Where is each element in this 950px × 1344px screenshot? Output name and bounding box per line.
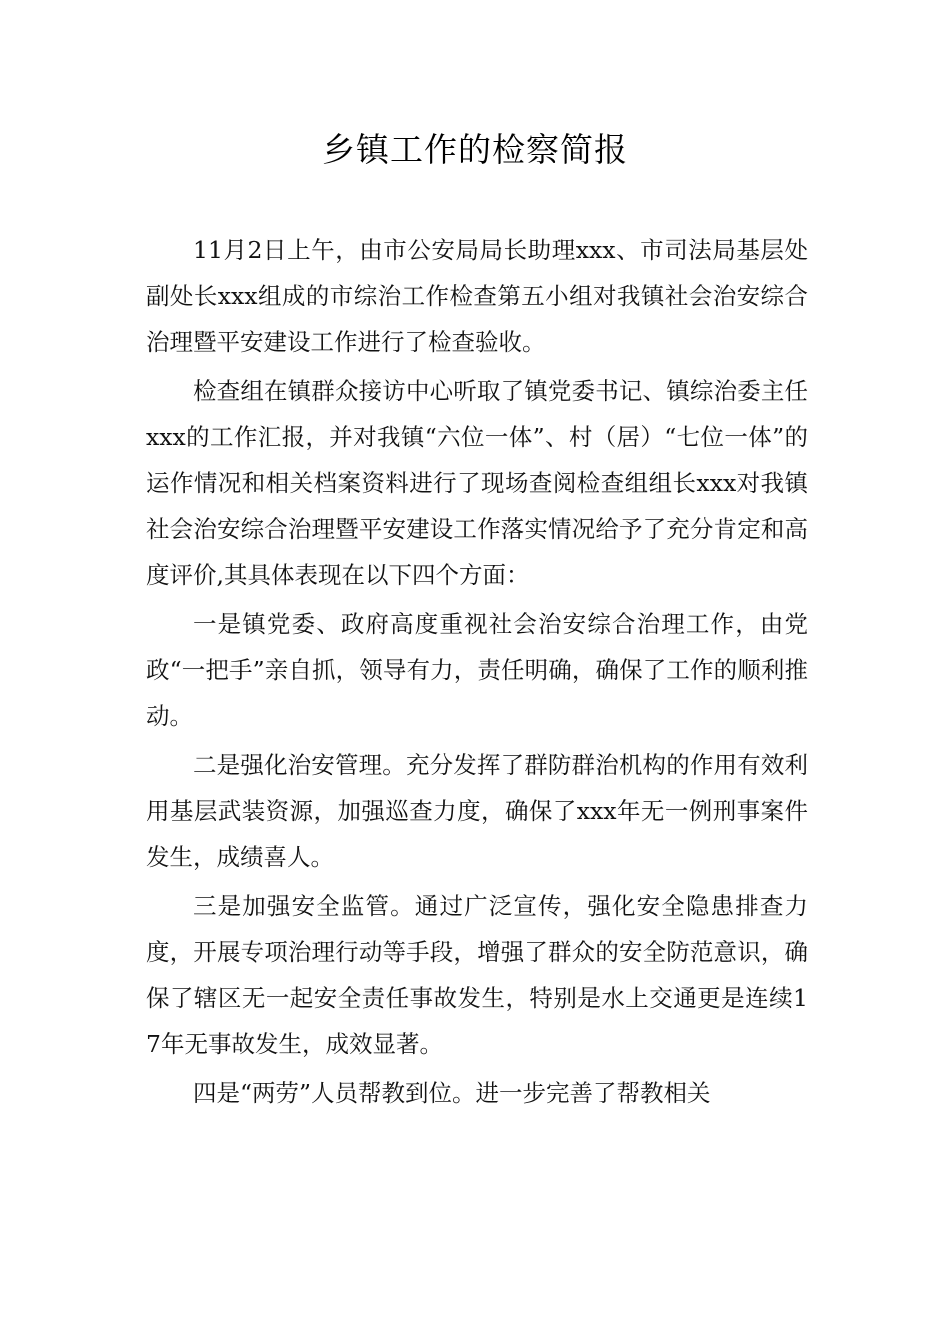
document-body (146, 227, 808, 1119)
paragraph-5: 三是加强安全监管。通过广泛宣传，强化安全隐患排查力度，开展专项治理行动等手段，增强了群众的安全防范意识，确保了辖区无一起安全责任事故发生，特别是水上交通更是连续17年无事故发生，成效显著。 (146, 892, 808, 1058)
paragraph-6: 四是“两劳”人员帮教到位。进一步完善了帮教相关 (193, 1079, 711, 1107)
paragraph-1: 11月2日上午，由市公安局局长助理xxx、市司法局基层处副处长xxx组成的市综治工作检查第五小组对我镇社会治安综合治理暨平安建设工作进行了检查验收。 (146, 236, 808, 356)
document-title: 乡镇工作的检察简报 (322, 130, 628, 169)
paragraph-3: 一是镇党委、政府高度重视社会治安综合治理工作，由党政“一把手”亲自抓，领导有力，责任明确，确保了工作的顺利推动。 (146, 610, 808, 730)
paragraph-2: 检查组在镇群众接访中心听取了镇党委书记、镇综治委主任xxx的工作汇报，并对我镇“六位一体”、村（居）“七位一体”的运作情况和相关档案资料进行了现场查阅检查组组长xxx对我镇社会治安综合治理暨平安建设工作落实情况给予了充分肯定和高度评价,其具体表现在以下四个方面： (146, 377, 808, 589)
paragraph-4: 二是强化治安管理。充分发挥了群防群治机构的作用有效利用基层武装资源，加强巡查力度，确保了xxx年无一例刑事案件发生，成绩喜人。 (146, 751, 808, 871)
